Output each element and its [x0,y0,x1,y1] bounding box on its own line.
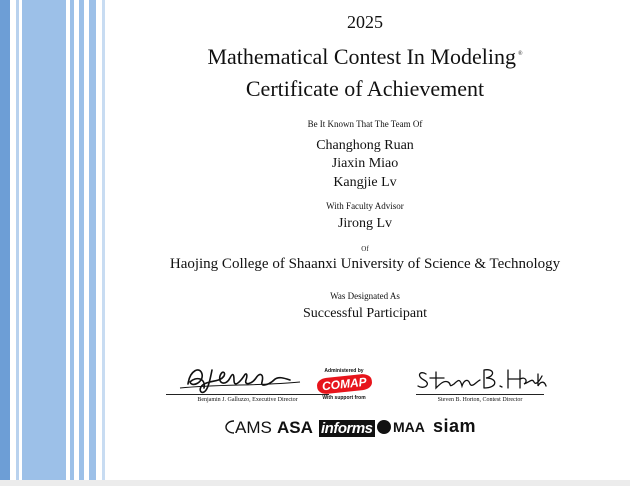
executive-director-caption: Benjamin J. Galluzzo, Executive Director [197,397,298,403]
advisor-label: With Faculty Advisor [326,201,404,211]
administered-by-label: Administered by [324,368,364,374]
support-label: With support from [322,395,366,401]
stripe [89,0,96,486]
designated-label: Was Designated As [330,291,400,301]
contest-name [110,44,620,70]
ams-logo-text: AMS [235,418,272,437]
maa-logo [377,419,425,435]
of-label: Of [361,245,369,253]
contest-year: 2025 [347,12,383,32]
contest-name-text: Mathematical Contest In Modeling [207,44,516,69]
contest-director-signature-block [410,368,550,403]
executive-director-signature [160,362,335,396]
ams-mark-icon [225,420,235,434]
maa-logo-text: MAA [393,419,425,435]
advisor-name: Jirong Lv [337,216,393,231]
maa-badge-icon [377,420,391,434]
sponsor-logos [225,416,495,440]
stripe [70,0,74,486]
team-member: Jiaxin Miao [331,156,399,171]
informs-logo-text: informs [321,420,373,437]
siam-logo: siam [433,416,477,436]
decorative-stripes [0,0,110,486]
institution-name: Haojing College of Shaanxi University of Science & Technology [169,256,561,272]
executive-director-signature-block [160,368,335,403]
asa-logo: ASA [277,418,313,437]
stripe [102,0,105,486]
stripe [22,0,66,486]
known-line: Be It Known That The Team Of [307,119,423,129]
team-member: Changhong Ruan [316,138,414,153]
informs-logo [319,420,375,437]
registered-mark: ® [518,51,523,57]
comap-logo: COMAP [316,373,372,395]
bottom-border [0,480,630,486]
team-member: Kangjie Lv [333,175,397,190]
contest-director-caption: Steven B. Horton, Contest Director [437,397,523,403]
award-designation: Successful Participant [302,306,428,321]
ams-logo [225,418,272,438]
stripe [16,0,19,486]
certificate-title: Certificate of Achievement [245,76,485,101]
stripe [79,0,84,486]
contest-director-signature [410,362,550,396]
administration-block [312,368,376,401]
stripe [0,0,10,486]
